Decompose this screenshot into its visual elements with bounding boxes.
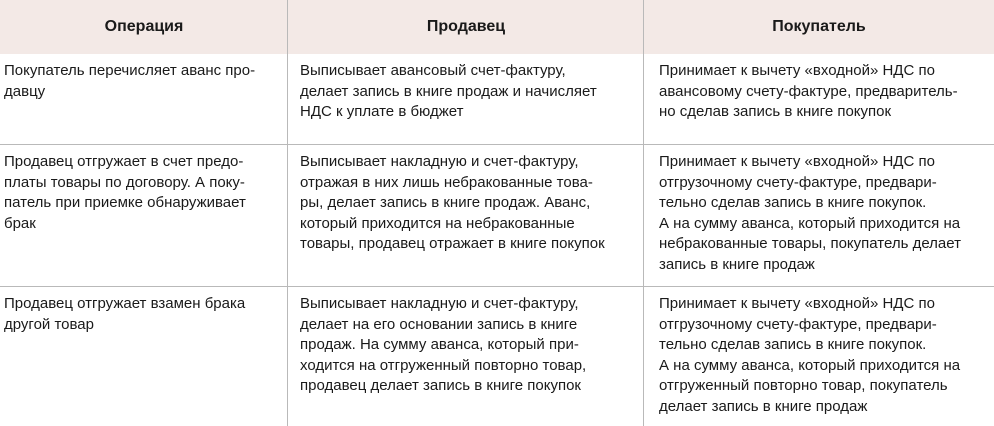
table-row: [0, 54, 994, 144]
cell-buyer: Принимает к вычету «входной» НДС по отгрузочному счету-фактуре, предвари- тельно сделав запись в книге покупок. А на сумму аванса, который приходится на небракованные товары, покупатель делает запись в книге продаж: [659, 153, 961, 273]
cell-seller: Выписывает авансовый счет-фактуру, делает запись в книге продаж и начисляет НДС к уплате в бюджет: [300, 62, 597, 120]
table-row: [0, 145, 994, 286]
cell-buyer: Принимает к вычету «входной» НДС по отгрузочному счету-фактуре, предвари- тельно сделав запись в книге покупок. А на сумму аванса, который приходится на отгруженный повторно товар, покупатель делает запись в книге продаж: [659, 295, 961, 415]
table-header: [0, 0, 994, 54]
cell-seller: Выписывает накладную и счет-фактуру, отражая в них лишь небракованные това- ры, делает запись в книге продаж. Аванс, который приходится на небракованные товары, продавец отражает в книге покупок: [300, 153, 605, 252]
header-buyer: Покупатель: [772, 18, 866, 35]
header-operation: Операция: [104, 18, 184, 35]
cell-operation: Продавец отгружает взамен брака другой товар: [4, 295, 246, 333]
cell-seller: Выписывает накладную и счет-фактуру, делает на его основании запись в книге продаж. На сумму аванса, который при- ходится на отгруженный повторно товар, продавец делает запись в книге покупок: [300, 295, 587, 394]
cell-operation: Покупатель перечисляет аванс про- давцу: [4, 62, 256, 100]
header-seller: Продавец: [426, 18, 506, 35]
table-row: [0, 287, 994, 426]
cell-buyer: Принимает к вычету «входной» НДС по авансовому счету-фактуре, предваритель- но сделав запись в книге покупок: [659, 62, 958, 120]
cell-operation: Продавец отгружает в счет предо- платы товары по договору. А поку- патель при приемке обнаруживает брак: [4, 153, 246, 232]
